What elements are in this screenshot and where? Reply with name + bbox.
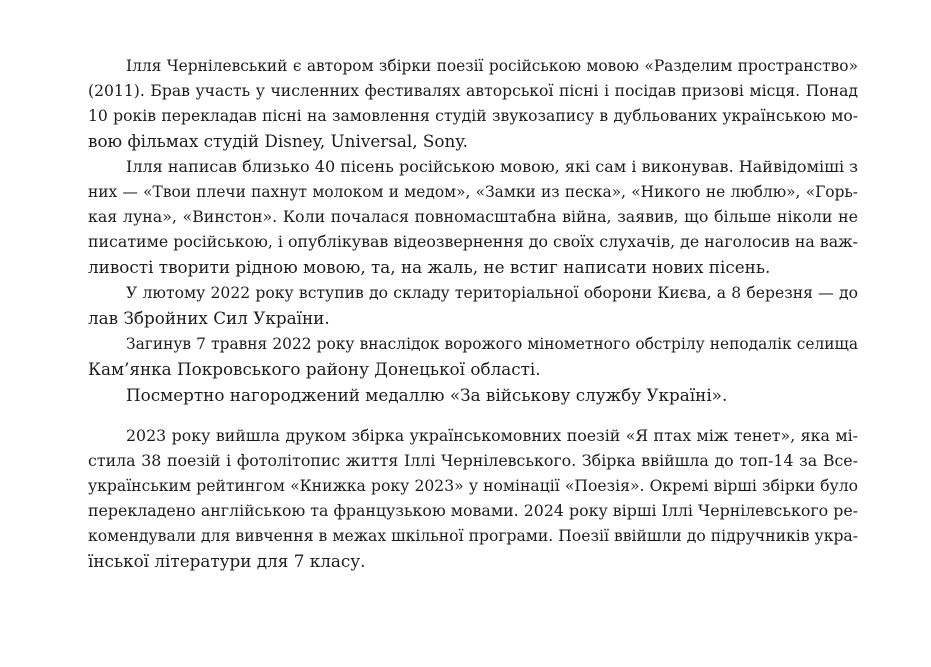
- text-line: ливості творити рідною мовою, та, на жаль, не встиг написати нових пісень.: [88, 257, 771, 277]
- text-line: Загинув 7 травня 2022 року внаслідок ворожого мінометного обстрілу неподалік селища: [126, 335, 858, 353]
- text-line: українським рейтингом «Книжка року 2023» у номінації «Поезія». Окремі вірші збірки було: [88, 477, 858, 495]
- text-line: комендували для вивчення в межах шкільної програми. Поезії ввійшли до підручників укра-: [88, 527, 858, 545]
- text-line: стила 38 поезій і фотолітопис життя Іллі Чернілевського. Збірка ввійшла до топ-14 за Все-: [88, 451, 858, 470]
- text-line: них — «Твои плечи пахнут молоком и медом», «Замки из песка», «Никого не люблю», «Горь-: [88, 183, 858, 201]
- text-line: Кам’янка Покровського району Донецької області.: [88, 359, 541, 379]
- text-line: лав Збройних Сил України.: [88, 308, 330, 328]
- text-line: У лютому 2022 року вступив до складу територіальної оборони Києва, а 8 березня — до: [126, 284, 858, 302]
- text-line: писатиме російською, і опублікував відеозвернення до своїх слухачів, де наголосив на важ-: [88, 232, 858, 251]
- text-line: (2011). Брав участь у численних фестивалях авторської пісні і посідав призові місця. Понад: [88, 82, 858, 100]
- text-line: 2023 року вийшла друком збірка українськомовних поезій «Я птах між тенет», яка мі-: [126, 426, 858, 445]
- text-line: вою фільмах студій Disney, Universal, Sony.: [88, 131, 468, 151]
- text-line: Посмертно нагороджений медаллю «За військову службу Україні».: [126, 385, 728, 405]
- text-line: кая луна», «Винстон». Коли почалася повномасштабна війна, заявив, що більше ніколи не: [88, 207, 858, 226]
- text-line: Ілля написав близько 40 пісень російською мовою, які сам і виконував. Найвідоміші з: [126, 157, 858, 176]
- text-line: перекладено англійською та французькою мовами. 2024 року вірші Іллі Чернілевського ре-: [88, 501, 858, 520]
- text-line: їнської літератури для 7 класу.: [88, 551, 366, 571]
- text-line: 10 років перекладав пісні на замовлення студій звукозапису в дубльованих українською мо-: [88, 107, 858, 125]
- text-line: Ілля Чернілевський є автором збірки поезії російською мовою «Разделим пространство»: [126, 57, 858, 75]
